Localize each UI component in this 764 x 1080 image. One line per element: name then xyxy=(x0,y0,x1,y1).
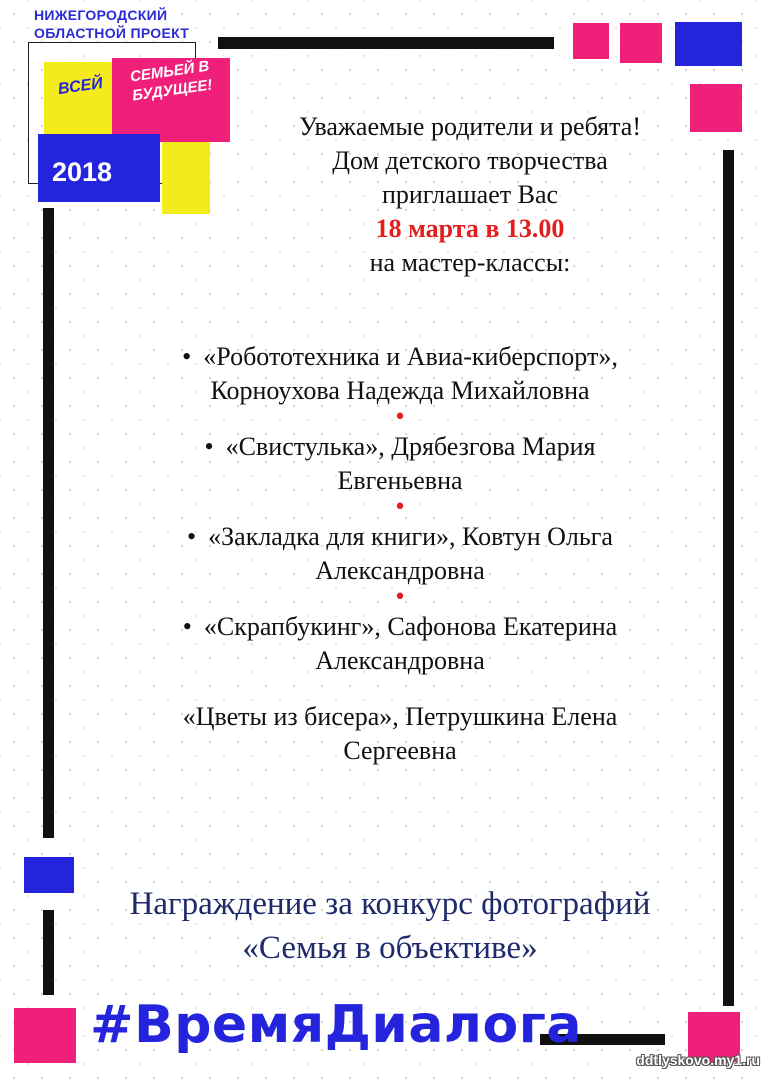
event-date-time: 18 марта в 13.00 xyxy=(375,214,565,243)
website-watermark: ddtlyskovo.my1.ru xyxy=(636,1052,760,1068)
bullet-icon: • xyxy=(187,522,197,551)
workshop-item: «Цветы из бисера», Петрушкина Елена Сергеевна xyxy=(182,702,618,765)
invite-text: приглашает Вас xyxy=(381,180,559,209)
workshop-list xyxy=(70,340,730,768)
red-dot-separator: • xyxy=(393,495,407,520)
square-pink-top-1 xyxy=(573,23,609,59)
greeting: Уважаемые родители и ребята! xyxy=(298,112,641,141)
bullet-icon: • xyxy=(182,612,192,641)
bullet-icon: • xyxy=(204,432,214,461)
workshop-item: • «Закладка для книги», Ковтун Ольга Александровна xyxy=(187,522,613,585)
workshop-item: • «Скрапбукинг», Сафонова Екатерина Александровна xyxy=(182,612,618,675)
bullet-icon: • xyxy=(182,342,192,371)
masterclasses-label: на мастер-классы: xyxy=(369,248,571,277)
workshop-item: • «Свистулька», Дрябезгова Мария Евгеньевна xyxy=(204,432,596,495)
hashtag: #ВремяДиалога xyxy=(90,995,582,1055)
frame-bar-left-bottom xyxy=(43,910,54,995)
square-blue-top xyxy=(675,22,742,66)
logo-year: 2018 xyxy=(52,157,113,187)
square-pink-bottom-left xyxy=(14,1008,76,1063)
red-dot-separator: • xyxy=(393,405,407,430)
logo-slogan-part1: ВСЕЙ xyxy=(56,74,104,99)
workshop-item: • «Робототехника и Авиа-киберспорт», Корноухова Надежда Михайловна xyxy=(182,342,618,405)
frame-bar-left xyxy=(43,208,54,838)
intro-block xyxy=(220,110,720,280)
red-dot-separator: • xyxy=(393,585,407,610)
logo-title: НИЖЕГОРОДСКИЙ ОБЛАСТНОЙ ПРОЕКТ xyxy=(34,7,190,41)
logo-slogan-part2: СЕМЬЕЙ В БУДУЩЕЕ! xyxy=(129,57,214,105)
square-pink-top-2 xyxy=(620,23,662,63)
frame-bar-top xyxy=(218,37,554,49)
organizer: Дом детского творчества xyxy=(332,146,608,175)
award-announcement: Награждение за конкурс фотографий «Семья в объективе» xyxy=(129,886,651,966)
